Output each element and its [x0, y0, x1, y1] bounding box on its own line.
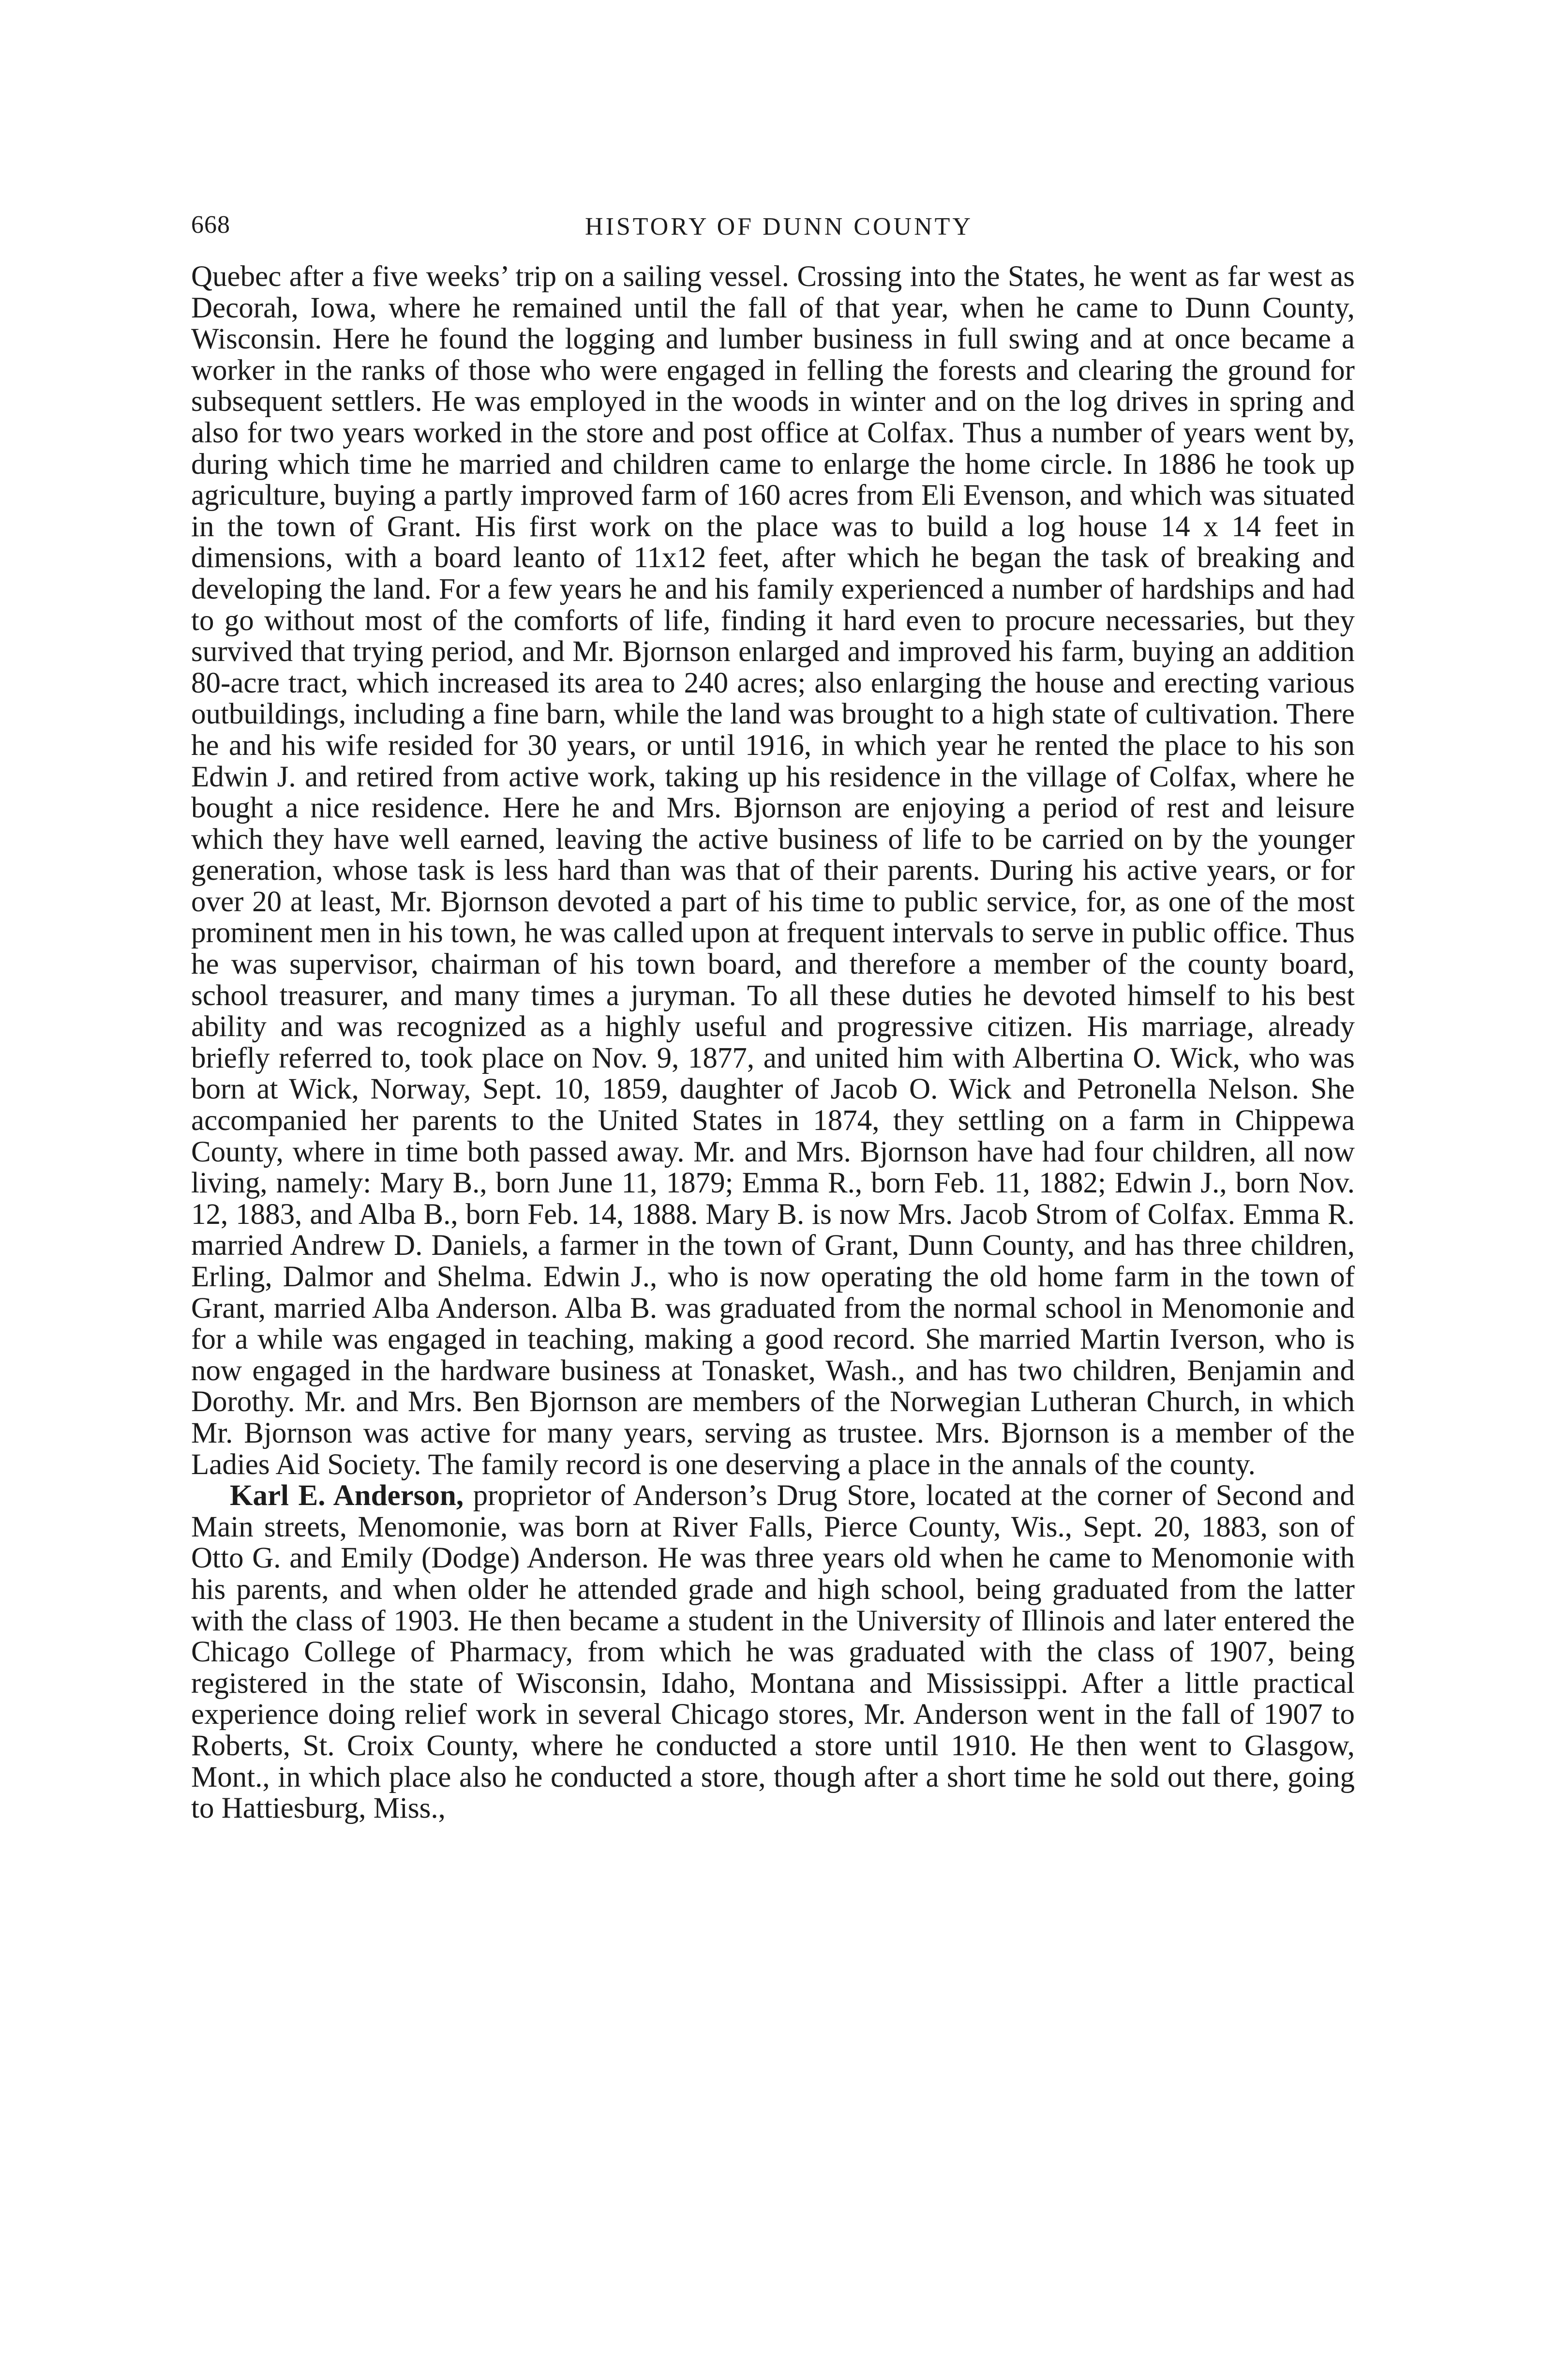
paragraph-text: Quebec after a five weeks’ trip on a sailing vessel. Crossing into the States, he went as far west as Decorah, Iowa, where he remained until the fall of that year, when he came to Dunn County, Wisconsin. Here he found the logging and lumber business in full swing and at once became a worker in the ranks of those who were engaged in felling the forests and clearing the ground for subsequent settlers. He was employed in the woods in winter and on the log drives in spring and also for two years worked in the store and post office at Colfax. Thus a number of years went by, during which time he married and children came to enlarge the home circle. In 1886 he took up agriculture, buying a partly improved farm of 160 acres from Eli Evenson, and which was situated in the town of Grant. His first work on the place was to build a log house 14 x 14 feet in dimensions, with a board leanto of 11x12 feet, after which he began the task of breaking and developing the land. For a few years he and his family experienced a number of hardships and had to go without most of the comforts of life, finding it hard even to procure necessaries, but they survived that trying period, and Mr. Bjornson enlarged and improved his farm, buying an addition 80-acre tract, which increased its area to 240 acres; also enlarging the house and erecting various outbuildings, including a fine barn, while the land was brought to a high state of cultivation. There he and his wife resided for 30 years, or until 1916, in which year he rented the place to his son Edwin J. and retired from active work, taking up his residence in the village of Colfax, where he bought a nice residence. Here he and Mrs. Bjornson are enjoying a period of rest and leisure which they have well earned, leaving the active business of life to be carried on by the younger generation, whose task is less hard than was that of their parents. During his active years, or for over 20 at least, Mr. Bjornson devoted a part of his time to public service, for, as one of the most prominent men in his town, he was called upon at frequent intervals to serve in public office. Thus he was supervisor, chairman of his town board, and therefore a member of the county board, school treasurer, and many times a juryman. To all these duties he devoted himself to his best ability and was recognized as a highly useful and progressive citizen. His marriage, already briefly referred to, took place on Nov. 9, 1877, and united him with Albertina O. Wick, who was born at Wick, Norway, Sept. 10, 1859, daughter of Jacob O. Wick and Petronella Nelson. She accompanied her parents to the United States in 1874, they settling on a farm in Chippewa County, where in time both passed away. Mr. and Mrs. Bjornson have had four children, all now living, namely: Mary B., born June 11, 1879; Emma R., born Feb. 11, 1882; Edwin J., born Nov. 12, 1883, and Alba B., born Feb. 14, 1888. Mary B. is now Mrs. Jacob Strom of Colfax. Emma R. married Andrew D. Daniels, a farmer in the town of Grant, Dunn County, and has three children, Erling, Dalmor and Shelma. Edwin J., who is now operating the old home farm in the town of Grant, married Alba Anderson. Alba B. was graduated from the normal school in Menomonie and for a while was engaged in teaching, making a good record. She married Martin Iverson, who is now engaged in the hardware business at Tonasket, Wash., and has two children, Benjamin and Dorothy. Mr. and Mrs. Ben Bjornson are members of the Norwegian Lutheran Church, in which Mr. Bjornson was active for many years, serving as trustee. Mrs. Bjornson is a member of the Ladies Aid Society. The family record is one deserving a place in the annals of the county. — [191, 260, 1355, 1481]
paragraph-text: proprietor of Anderson’s Drug Store, located at the corner of Second and Main streets, Menomonie, was born at River Falls, Pierce County, Wis., Sept. 20, 1883, son of Otto G. and Emily (Dodge) Anderson. He was three years old when he came to Menomonie with his parents, and when older he attended grade and high school, being graduated from the latter with the class of 1903. He then became a student in the University of Illinois and later entered the Chicago College of Pharmacy, from which he was graduated with the class of 1907, being registered in the state of Wisconsin, Idaho, Montana and Mississippi. After a little practical experience doing relief work in several Chicago stores, Mr. Anderson went in the fall of 1907 to Roberts, St. Croix County, where he conducted a store until 1910. He then went to Glasgow, Mont., in which place also he conducted a store, though after a short time he sold out there, going to Hattiesburg, Miss., — [191, 1479, 1355, 1825]
running-head: HISTORY OF DUNN COUNTY — [585, 213, 973, 241]
page-number: 668 — [191, 211, 230, 239]
paragraph-karl-anderson — [191, 1480, 1355, 1824]
body-text — [191, 261, 1355, 2245]
paragraph-bjornson-continued — [191, 261, 1355, 1480]
entry-name: Karl E. Anderson, — [230, 1479, 464, 1512]
page-header — [191, 211, 1367, 254]
